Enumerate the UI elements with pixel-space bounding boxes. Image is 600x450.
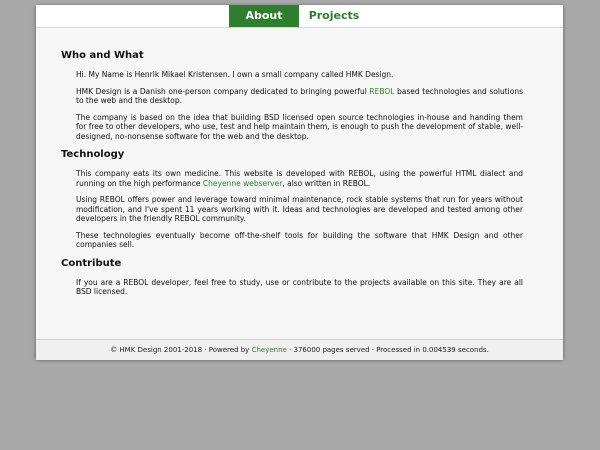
who-paragraph-2 bbox=[76, 87, 523, 106]
footer-text-before: © HMK Design 2001-2018 · Powered by bbox=[110, 346, 252, 354]
who-p2-text-after: based technologies and solutions to the web and the desktop. bbox=[76, 86, 523, 105]
tab-projects[interactable]: Projects bbox=[308, 9, 360, 22]
heading-technology: Technology bbox=[61, 149, 125, 160]
section-technology bbox=[61, 149, 523, 250]
tech-p1-text-after: , also written in REBOL. bbox=[282, 178, 371, 188]
footer bbox=[36, 339, 563, 360]
who-paragraph-1: Hi. My Name is Henrik Mikael Kristensen. I own a small company called HMK Design. bbox=[76, 70, 394, 79]
footer-cheyenne-link[interactable]: Cheyenne bbox=[251, 346, 287, 354]
heading-contribute: Contribute bbox=[61, 257, 122, 269]
footer-text-after: · 376000 pages served · Processed in 0.004539 seconds. bbox=[286, 346, 489, 354]
tech-paragraph-2: Using REBOL offers power and leverage toward minimal maintenance, rock stable systems that run for years without modification, and I've spent 11 years working with it. Ideas and technologies are developed and tested among other developers in the friendly REBOL community. bbox=[76, 195, 523, 223]
who-p2-text-before: HMK Design is a Danish one-person company dedicated to bringing powerful bbox=[76, 86, 370, 96]
page-container bbox=[36, 5, 563, 359]
heading-who-and-what: Who and What bbox=[61, 50, 144, 61]
section-contribute bbox=[61, 258, 523, 297]
contribute-paragraph-1: If you are a REBOL developer, feel free to study, use or contribute to the projects available on this site. They are all BSD licensed. bbox=[76, 277, 523, 296]
main-content bbox=[61, 50, 523, 304]
tech-p1-text-before: This company eats its own medicine. This website is developed with REBOL, using the powerful HTML dialect and running on the high performance bbox=[76, 169, 523, 188]
tech-paragraph-3: These technologies eventually become off-the-shelf tools for building the software that HMK Design and other companies sell. bbox=[76, 230, 523, 249]
rebol-link[interactable]: REBOL bbox=[369, 86, 395, 96]
section-who-and-what bbox=[61, 50, 523, 141]
tech-paragraph-1 bbox=[76, 169, 523, 188]
cheyenne-webserver-link[interactable]: Cheyenne webserver bbox=[202, 178, 283, 188]
top-nav bbox=[36, 5, 563, 28]
who-paragraph-3: The company is based on the idea that building BSD licensed open source technologies in-house and handing them for free to other developers, who use, test and help maintain them, is enough to push the development of stable, well-designed, no-nonsense software for the web and the desktop. bbox=[76, 112, 523, 141]
tab-about[interactable]: About bbox=[229, 5, 299, 27]
